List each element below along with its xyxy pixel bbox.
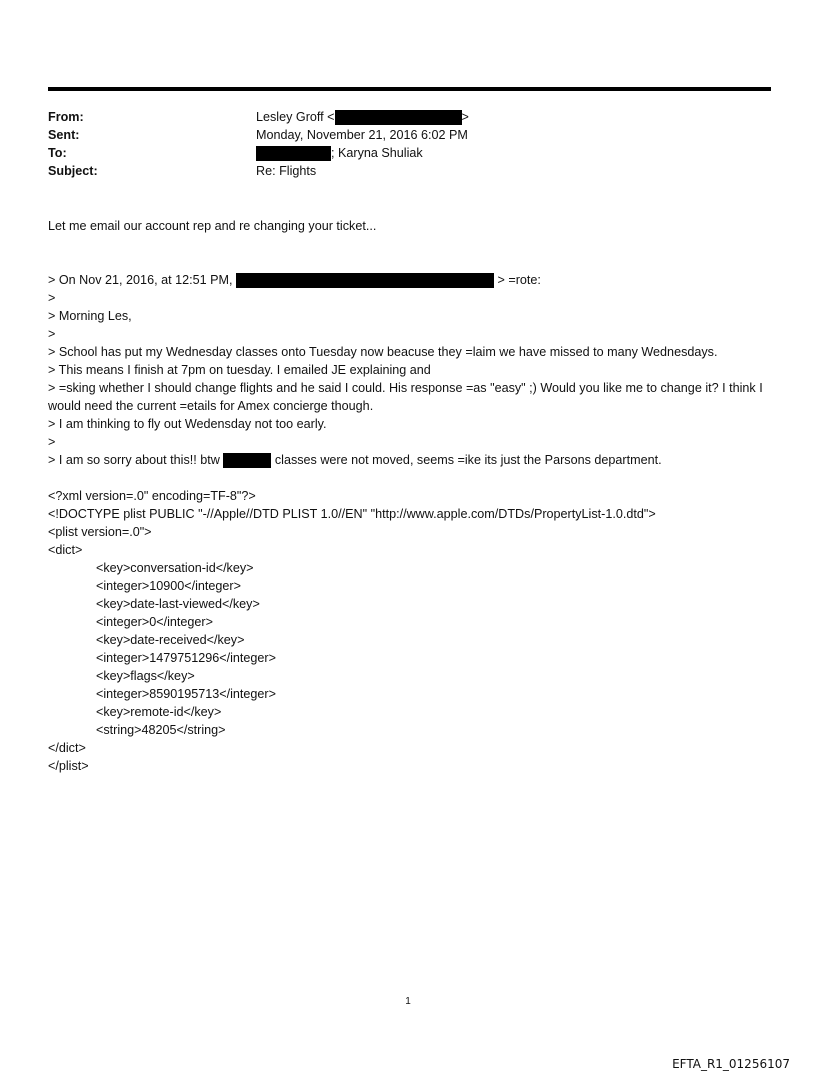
from-name: Lesley Groff < bbox=[256, 110, 335, 124]
to-row bbox=[48, 144, 768, 162]
plist-line: <integer>8590195713</integer> bbox=[96, 687, 276, 701]
sent-row bbox=[48, 126, 768, 144]
sent-label: Sent: bbox=[48, 128, 80, 142]
plist-line: <key>date-last-viewed</key> bbox=[96, 597, 260, 611]
header-rule bbox=[48, 87, 771, 91]
plist-line: <?xml version=.0" encoding=TF-8"?> bbox=[48, 489, 256, 503]
email-body bbox=[48, 217, 788, 775]
plist-line: <key>date-received</key> bbox=[96, 633, 245, 647]
plist-line: <key>remote-id</key> bbox=[96, 705, 222, 719]
quote-intro-suffix: > =rote: bbox=[497, 273, 541, 287]
page-number: 1 bbox=[405, 996, 411, 1007]
to-recipients: ; Karyna Shuliak bbox=[331, 146, 423, 160]
from-row bbox=[48, 108, 768, 126]
subject-row bbox=[48, 162, 768, 180]
redaction-block bbox=[256, 146, 331, 161]
quote-intro bbox=[48, 271, 788, 289]
plist-line: <integer>0</integer> bbox=[96, 615, 213, 629]
plist-line: <plist version=.0"> bbox=[48, 525, 152, 539]
redaction-block bbox=[223, 453, 271, 468]
redaction-block bbox=[236, 273, 494, 288]
reply-text: Let me email our account rep and re changing your ticket... bbox=[48, 219, 377, 233]
quote-line: > Morning Les, bbox=[48, 309, 132, 323]
to-value bbox=[256, 144, 423, 162]
subject-label: Subject: bbox=[48, 164, 98, 178]
bates-number: EFTA_R1_01256107 bbox=[672, 1057, 790, 1071]
redaction-block bbox=[335, 110, 462, 125]
quote-sorry bbox=[48, 451, 788, 469]
quote-line: > School has put my Wednesday classes onto Tuesday now beacuse they =laim we have missed to many Wednesdays. bbox=[48, 345, 718, 359]
plist-line: <integer>10900</integer> bbox=[96, 579, 241, 593]
quote-sorry-prefix: > I am so sorry about this!! btw bbox=[48, 453, 220, 467]
email-header bbox=[48, 108, 768, 180]
plist-line: <string>48205</string> bbox=[96, 723, 226, 737]
quote-line: > bbox=[48, 291, 56, 305]
plist-line: <key>flags</key> bbox=[96, 669, 195, 683]
plist-block bbox=[48, 487, 788, 775]
to-label: To: bbox=[48, 146, 67, 160]
from-label: From: bbox=[48, 110, 84, 124]
plist-line: <integer>1479751296</integer> bbox=[96, 651, 276, 665]
plist-line: </dict> bbox=[48, 741, 86, 755]
plist-line: </plist> bbox=[48, 759, 89, 773]
quote-line: > bbox=[48, 327, 56, 341]
quote-sorry-suffix: classes were not moved, seems =ike its just the Parsons department. bbox=[274, 453, 662, 467]
quote-intro-prefix: > On Nov 21, 2016, at 12:51 PM, bbox=[48, 273, 233, 287]
quote-line: > I am thinking to fly out Wedensday not too early. bbox=[48, 417, 327, 431]
quote-line: > =sking whether I should change flights and he said I could. His response =as "easy" ;) Would you like me to change it? I think I would need the current =etails for Amex concierge though. bbox=[48, 381, 763, 413]
quote-line: > This means I finish at 7pm on tuesday. I emailed JE explaining and bbox=[48, 363, 431, 377]
from-close: > bbox=[461, 110, 469, 124]
subject-value: Re: Flights bbox=[256, 164, 317, 178]
quote-line: > bbox=[48, 435, 56, 449]
from-value bbox=[256, 108, 469, 126]
plist-line: <key>conversation-id</key> bbox=[96, 561, 254, 575]
sent-value: Monday, November 21, 2016 6:02 PM bbox=[256, 128, 468, 142]
plist-line: <dict> bbox=[48, 543, 83, 557]
plist-line: <!DOCTYPE plist PUBLIC "-//Apple//DTD PLIST 1.0//EN" "http://www.apple.com/DTDs/PropertyList-1.0.dtd"> bbox=[48, 507, 656, 521]
